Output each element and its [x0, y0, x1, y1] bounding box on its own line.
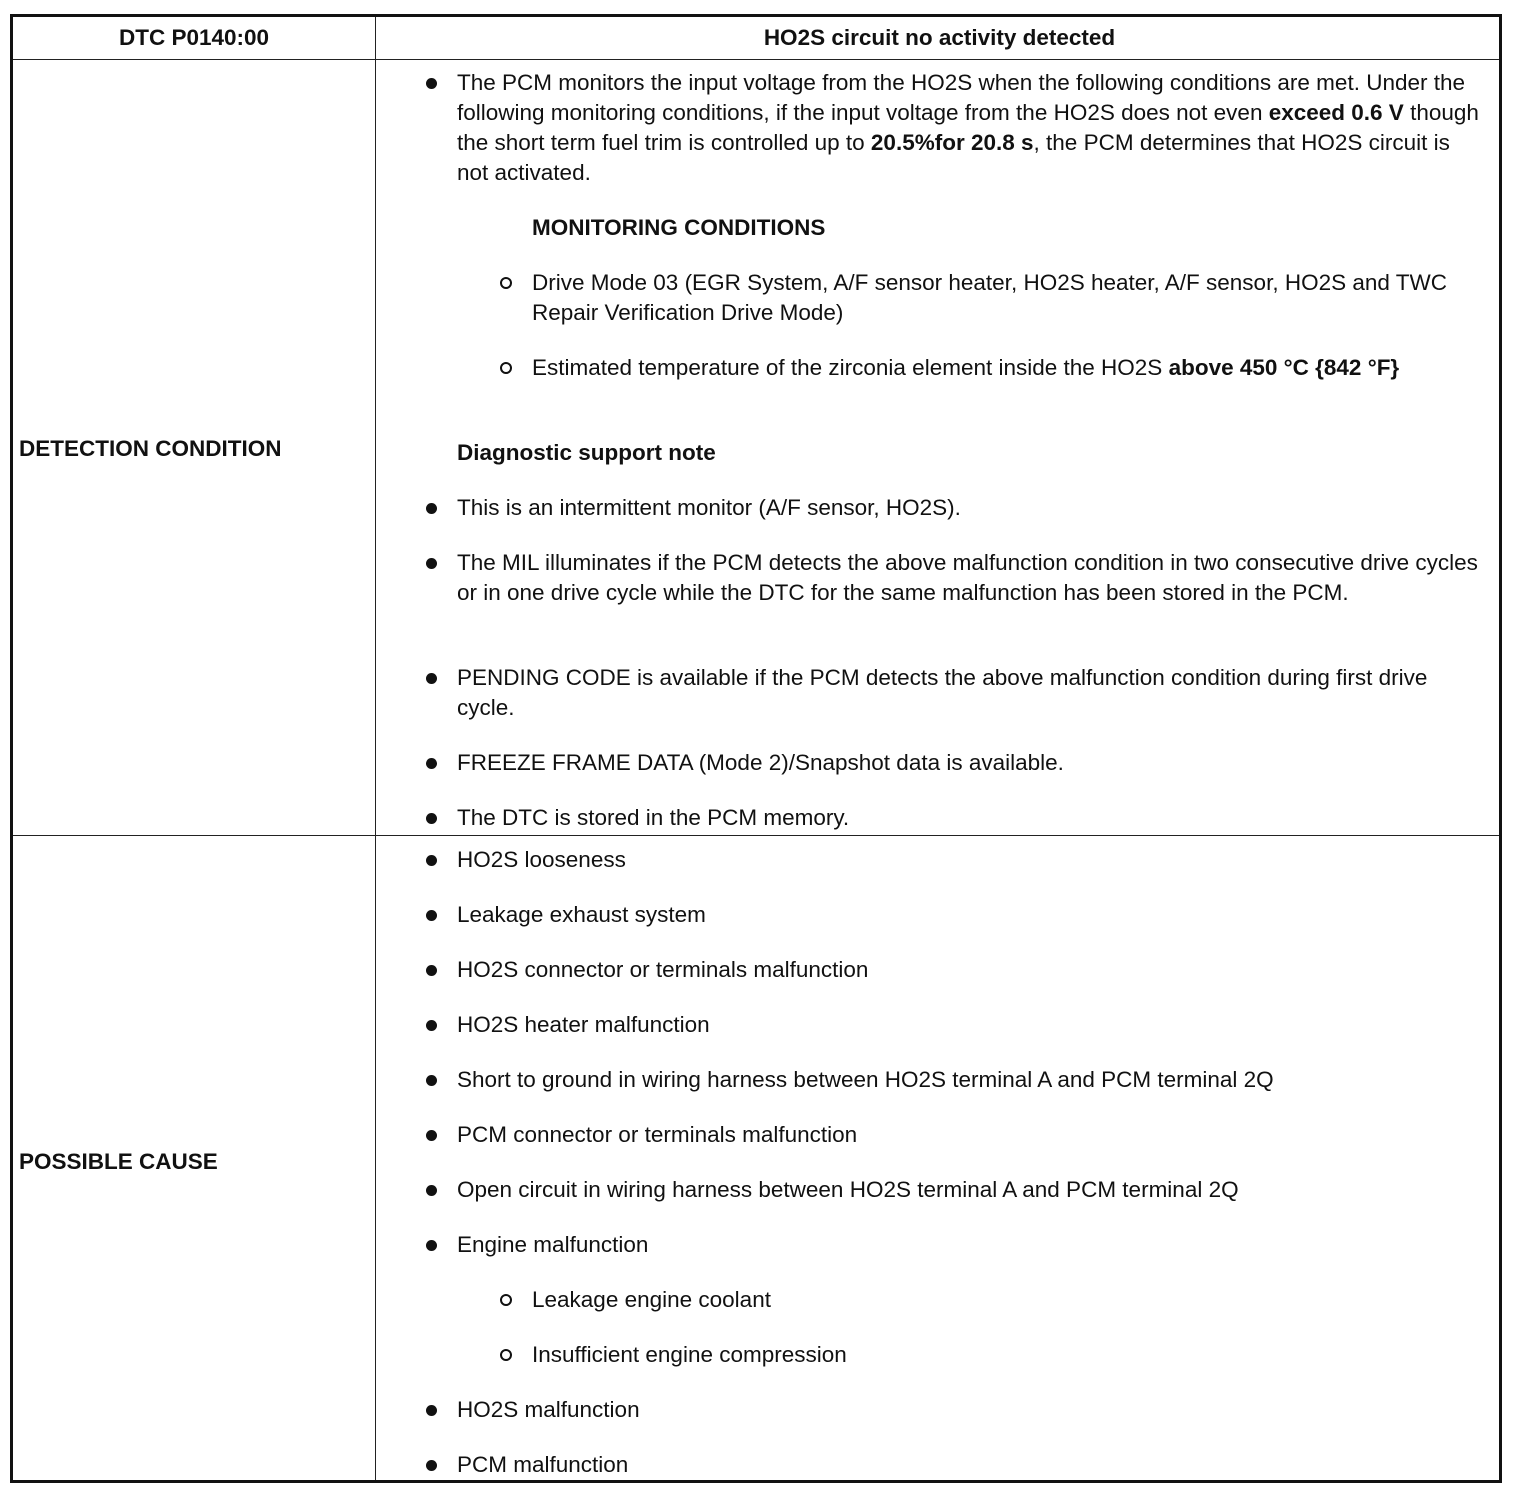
support-note-item: This is an intermittent monitor (A/F sensor, HO2S). [457, 493, 1487, 523]
cause-item: Leakage exhaust system [457, 900, 1487, 930]
circle-bullet-icon [500, 362, 512, 374]
possible-cause-label: POSSIBLE CAUSE [19, 1149, 218, 1174]
detection-intro: The PCM monitors the input voltage from the HO2S when the following conditions are met. Under the following monitoring conditions, if the input voltage from the HO2S does not even exceed 0.6 V though the short term fuel trim is controlled up to 20.5%for 20.8 s, the PCM determines that HO2S circuit is not activated. [457, 68, 1487, 188]
cause-item: PCM connector or terminals malfunction [457, 1120, 1487, 1150]
bullet-icon [426, 1405, 437, 1416]
circle-bullet-icon [500, 1349, 512, 1361]
cause-item: Engine malfunction [457, 1230, 1487, 1260]
bullet-icon [426, 673, 437, 684]
bullet-icon [426, 813, 437, 824]
bullet-icon [426, 1460, 437, 1471]
column-divider [375, 17, 376, 1480]
bullet-icon [426, 965, 437, 976]
circle-bullet-icon [500, 1294, 512, 1306]
cause-item: HO2S heater malfunction [457, 1010, 1487, 1040]
monitoring-conditions-heading: MONITORING CONDITIONS [532, 215, 826, 240]
dtc-code-header: DTC P0140:00 [118, 25, 270, 50]
monitoring-condition-item: Drive Mode 03 (EGR System, A/F sensor heater, HO2S heater, A/F sensor, HO2S and TWC Repair Verification Drive Mode) [532, 268, 1472, 328]
bullet-icon [426, 558, 437, 569]
bullet-icon [426, 910, 437, 921]
bullet-icon [426, 758, 437, 769]
support-note-item: FREEZE FRAME DATA (Mode 2)/Snapshot data is available. [457, 748, 1487, 778]
dtc-table [10, 14, 1502, 1483]
bullet-icon [426, 78, 437, 89]
bullet-icon [426, 1240, 437, 1251]
support-note-item: The MIL illuminates if the PCM detects the above malfunction condition in two consecutive drive cycles or in one drive cycle while the DTC for the same malfunction has been stored in the PCM. [457, 548, 1487, 608]
cause-item: HO2S malfunction [457, 1395, 1487, 1425]
cause-item: PCM malfunction [457, 1450, 1487, 1480]
monitoring-condition-item: Estimated temperature of the zirconia element inside the HO2S above 450 °C {842 °F} [532, 353, 1422, 383]
header-row-divider [13, 59, 1499, 60]
bullet-icon [426, 503, 437, 514]
detection-condition-label: DETECTION CONDITION [19, 436, 282, 461]
section-row-divider [13, 835, 1499, 836]
cause-item: Short to ground in wiring harness between HO2S terminal A and PCM terminal 2Q [457, 1065, 1487, 1095]
support-note-item: The DTC is stored in the PCM memory. [457, 803, 1487, 833]
bullet-icon [426, 1020, 437, 1031]
bullet-icon [426, 855, 437, 866]
cause-item: Open circuit in wiring harness between HO2S terminal A and PCM terminal 2Q [457, 1175, 1487, 1205]
circle-bullet-icon [500, 277, 512, 289]
cause-item: HO2S connector or terminals malfunction [457, 955, 1487, 985]
engine-sub-item: Insufficient engine compression [532, 1340, 1472, 1370]
bullet-icon [426, 1130, 437, 1141]
bullet-icon [426, 1075, 437, 1086]
bullet-icon [426, 1185, 437, 1196]
dtc-title-header: HO2S circuit no activity detected [763, 25, 1116, 50]
diagnostic-support-heading: Diagnostic support note [457, 440, 716, 465]
cause-item: HO2S looseness [457, 845, 1487, 875]
support-note-item: PENDING CODE is available if the PCM detects the above malfunction condition during first drive cycle. [457, 663, 1487, 723]
engine-sub-item: Leakage engine coolant [532, 1285, 1472, 1315]
